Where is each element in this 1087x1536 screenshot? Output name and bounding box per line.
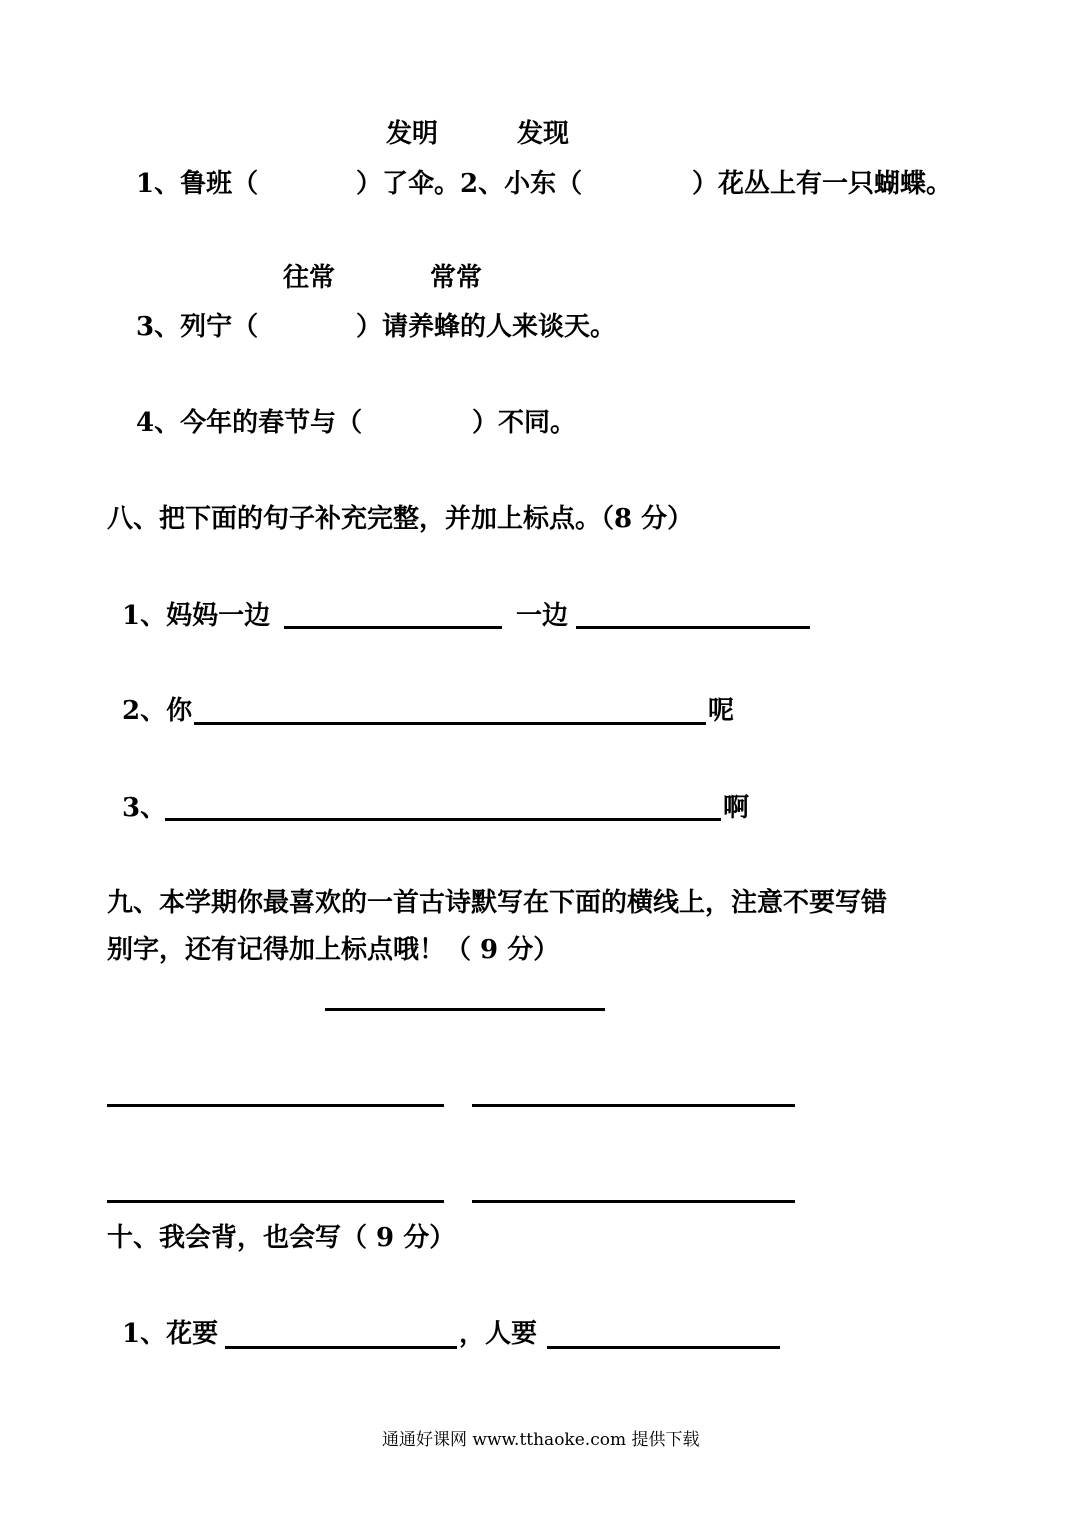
word-choice-a2: 发现 <box>517 119 570 149</box>
q7-2-suffix: ）花丛上有一只蝴蝶。 <box>692 169 953 199</box>
q7-1-mid: ）了伞。2、小东（ <box>356 169 583 199</box>
q7-3-suffix: ）请养蜂的人来谈天。 <box>356 312 617 342</box>
q8-1-prefix: 1、妈妈一边 <box>122 601 271 631</box>
q10-1-blank-b[interactable] <box>547 1346 780 1349</box>
footer-source: 通通好课网 www.tthaoke.com 提供下载 <box>382 1430 700 1450</box>
poem-line-4-blank[interactable] <box>472 1200 795 1203</box>
word-choice-b1: 往常 <box>283 263 336 293</box>
q8-3-prefix: 3、 <box>122 793 167 823</box>
q7-1-prefix: 1、鲁班（ <box>136 169 259 199</box>
q10-1-blank-a[interactable] <box>225 1346 457 1349</box>
q8-3-blank[interactable] <box>165 818 721 821</box>
q10-1-mid: ，人要 <box>459 1319 538 1349</box>
poem-line-1-blank[interactable] <box>107 1104 444 1107</box>
q7-4-prefix: 4、今年的春节与（ <box>136 408 363 438</box>
poem-title-blank[interactable] <box>325 1008 605 1011</box>
word-choice-b2: 常常 <box>430 263 483 293</box>
q10-1-prefix: 1、花要 <box>122 1319 219 1349</box>
section-10-title: 十、我会背，也会写（ 9 分） <box>107 1223 456 1253</box>
q8-2-end: 呢 <box>708 696 735 726</box>
q8-2-prefix: 2、你 <box>122 696 193 726</box>
q8-2-blank[interactable] <box>194 722 706 725</box>
q8-3-end: 啊 <box>723 793 750 823</box>
q8-1-blank-a[interactable] <box>284 626 502 629</box>
q7-3-prefix: 3、列宁（ <box>136 312 259 342</box>
word-choice-a1: 发明 <box>386 119 439 149</box>
poem-line-2-blank[interactable] <box>472 1104 795 1107</box>
q8-1-mid: 一边 <box>516 601 569 631</box>
section-9-title-line1: 九、本学期你最喜欢的一首古诗默写在下面的横线上，注意不要写错 <box>107 888 888 918</box>
q8-1-blank-b[interactable] <box>576 626 810 629</box>
section-8-title: 八、把下面的句子补充完整，并加上标点。（8 分） <box>107 504 694 534</box>
poem-line-3-blank[interactable] <box>107 1200 444 1203</box>
q7-4-suffix: ）不同。 <box>472 408 577 438</box>
section-9-title-line2: 别字，还有记得加上标点哦！（ 9 分） <box>107 935 560 965</box>
